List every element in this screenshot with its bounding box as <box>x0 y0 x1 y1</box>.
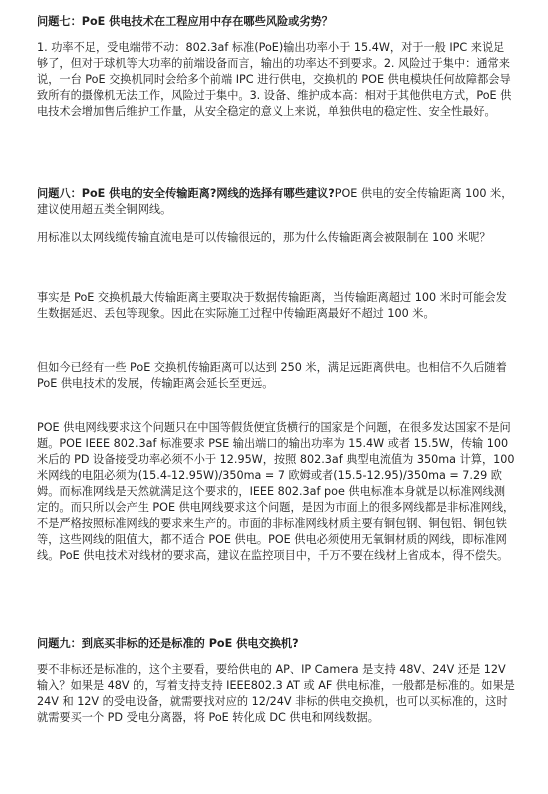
q8-paragraph-2: 事实是 PoE 交换机最大传输距离主要取决于数据传输距离，当传输距离超过 100 米时可能会发生数据延迟、丢包等现象。因此在实际施工过程中传输距离最好不超过 100 米。 <box>37 291 507 320</box>
q8-heading-rest: POE 供电的安全传输距离 100 米，建议使用超五类全铜网线。 <box>37 187 513 216</box>
q8-heading-bold: 问题八：PoE 供电的安全传输距离?网线的选择有哪些建议? <box>37 187 335 200</box>
q8-heading <box>37 186 515 218</box>
q8-paragraph-1: 用标准以太网线缆传输直流电是可以传输很远的，那为什么传输距离会被限制在 100 米呢？ <box>37 231 491 244</box>
q7-heading <box>37 14 515 30</box>
q9-heading <box>37 636 515 652</box>
q8-paragraph-3: 但如今已经有一些 PoE 交换机传输距离可以达到 250 米，满足远距离供电。也相信不久后随着 PoE 供电技术的发展，传输距离会延长至更远。 <box>37 361 507 390</box>
q9-body: 要不非标还是标准的，这个主要看，要给供电的 AP、IP Camera 是支持 48V、24V 还是 12V 输入？如果是 48V 的，写着支持支持 IEEE802.3 AT 或 AF 供电标准，一般都是标准的。如果是 24V 和 12V 的受电设备，就需要找对应的 12/24V 非标的供电交换机，也可以买标准的，这时就需要买一个 PD 受电分离器，将 PoE 转化成 DC 供电和网线数据。 <box>37 663 515 724</box>
q9-heading-text: 问题九：到底买非标的还是标准的 PoE 供电交换机? <box>37 637 299 650</box>
q7-body: 1. 功率不足，受电端带不动：802.3af 标准(PoE)输出功率小于 15.4W，对于一般 IPC 来说足够了，但对于球机等大功率的前端设备而言，输出的功率达不到要求。2. 风险过于集中：通常来说，一台 PoE 交换机同时会给多个前端 IPC 进行供电，交换机的 POE 供电模块任何故障都会导致所有的摄像机无法工作，风险过于集中。3. 设备、维护成本高：相对于其他供电方式，PoE 供电技术会增加售后维护工作量，从安全稳定的意义上来说，单独供电的稳定性、安全性最好。 <box>37 41 512 118</box>
q8-paragraph-4: POE 供电网线要求这个问题只在中国等假货便宜货横行的国家是个问题，在很多发达国家不是问题。POE IEEE 802.3af 标准要求 PSE 输出端口的输出功率为 15.4W 或者 15.5W，传输 100 米后的 PD 设备接受功率必须不小于 12.95W，按照 802.3af 典型电流值为 350ma 计算，100 米网线的电阻必须为(15.4-12.95W)/350ma = 7 欧姆或者(15.5-12.95)/350ma = 7.29 欧姆。而标准网线是天然就满足这个要求的，IEEE 802.3af poe 供电标准本身就是以标准网线测定的。而只所以会产生 POE 供电网线要求这个问题，是因为市面上的很多网线都是非标准网线，不是严格按照标准网线的要求来生产的。市面的非标准网线材质主要有铜包钢、铜包铝、铜包铁等，这些网线的阻值大，都不适合 POE 供电。POE 供电必须使用无氧铜材质的网线，即标准网线。PoE 供电技术对线材的要求高，建议在监控项目中，千万不要在线材上省成本，得不偿失。 <box>37 421 515 562</box>
q7-heading-text: 问题七：PoE 供电技术在工程应用中存在哪些风险或劣势？ <box>37 15 333 28</box>
